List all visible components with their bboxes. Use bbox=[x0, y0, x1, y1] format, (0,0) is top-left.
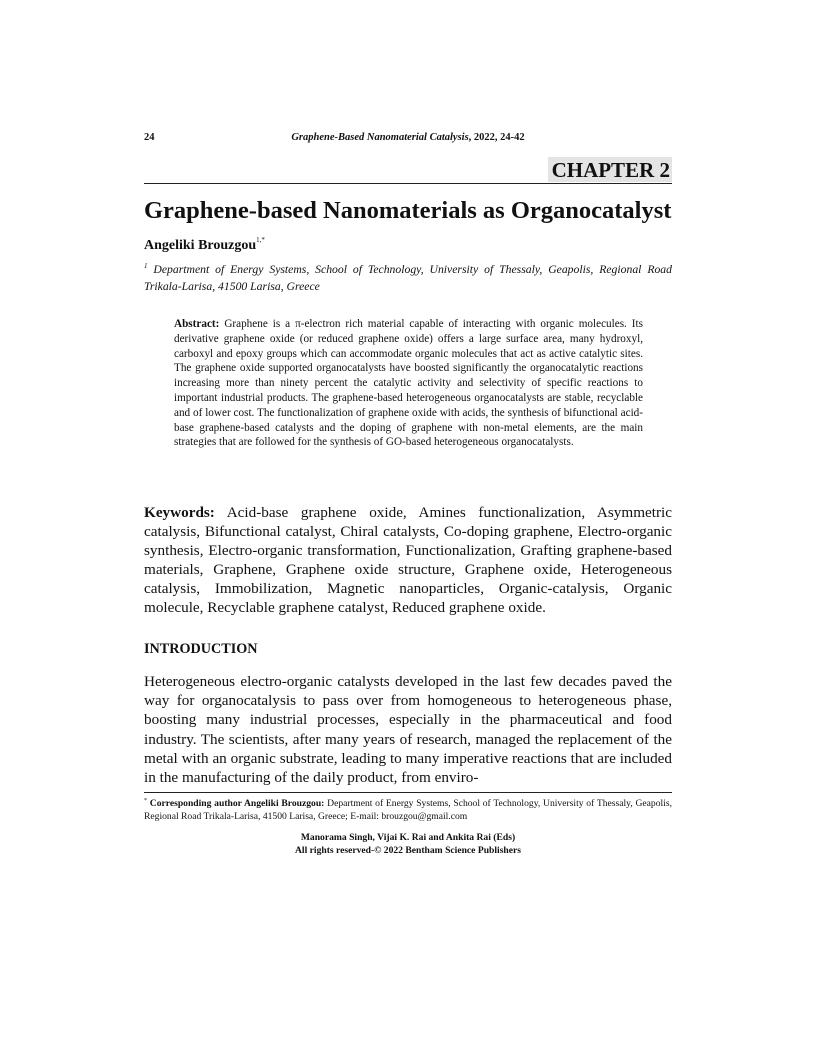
header-rule bbox=[144, 183, 672, 184]
footnote bbox=[144, 795, 672, 823]
affiliation-mark: 1 bbox=[144, 262, 148, 270]
author-marks: 1,* bbox=[256, 236, 265, 244]
keywords-label: Keywords: bbox=[144, 504, 215, 521]
footnote-mark: * bbox=[144, 798, 147, 804]
running-head bbox=[144, 132, 672, 148]
abstract-text: Graphene is a π-electron rich material capable of interacting with organic molecules. Its derivative graphene oxide (or reduced graphene oxide) offers a large surface area, many hydroxyl, carboxyl and epoxy groups which can accommodate organic molecules that act as active catalytic sites. The graphene oxide supported organocatalysts have boosted significantly the organocatalytic reactions increasing more than ninety percent the catalytic activity and selectivity of specific reactions to important industrial products. The graphene-based heterogeneous organocatalysts are stable, recyclable and of lower cost. The functionalization of graphene oxide with acids, the synthesis of bifunctional acid-base graphene-based catalysts and the doping of graphene with non-metal elements, are the main strategies that are followed for the synthesis of GO-based heterogeneous organocatalysts. bbox=[174, 318, 643, 449]
publisher-block bbox=[144, 831, 672, 857]
footnote-text: Department of Energy Systems, School of Technology, University of Thessaly, Geapolis, Regional Road Trikala-Larisa, 41500 Larisa, Greece; E-mail: brouzgou@gmail.com bbox=[144, 798, 672, 822]
author bbox=[144, 236, 265, 254]
journal-year-pages: , 2022, 24-42 bbox=[468, 132, 525, 143]
keywords bbox=[144, 503, 672, 617]
footnote-rule bbox=[144, 792, 672, 793]
page-number: 24 bbox=[144, 132, 155, 143]
author-name: Angeliki Brouzgou bbox=[144, 238, 257, 253]
journal-citation bbox=[144, 132, 672, 143]
editors-line: Manorama Singh, Vijai K. Rai and Ankita Rai (Eds) bbox=[300, 832, 516, 843]
introduction-paragraph: Heterogeneous electro-organic catalysts developed in the last few decades paved the way for organocatalysis to pass over from homogeneous to heterogeneous phase, boosting many industrial processes, especially in the pharmaceutical and food industry. The scientists, after many years of research, managed the replacement of the metal with an organic substrate, leading to many imperative reactions that are included in the manufacturing of the daily product, from enviro- bbox=[144, 673, 672, 787]
paper-title: Graphene-based Nanomaterials as Organocatalyst bbox=[144, 197, 672, 224]
keywords-text: Acid-base graphene oxide, Amines functionalization, Asymmetric catalysis, Bifunctional catalyst, Chiral catalysts, Co-doping graphene, Electro-organic synthesis, Electro-organic transformation, Functionalization, Grafting graphene-based materials, Graphene, Graphene oxide structure, Graphene oxide, Heterogeneous catalysis, Immobilization, Magnetic nanoparticles, Organic-catalysis, Organic molecule, Recyclable graphene catalyst, Reduced graphene oxide. bbox=[144, 504, 672, 616]
page bbox=[144, 0, 672, 1056]
affiliation bbox=[144, 258, 672, 295]
section-heading: INTRODUCTION bbox=[144, 641, 258, 657]
affiliation-text: Department of Energy Systems, School of Technology, University of Thessaly, Geapolis, Regional Road Trikala-Larisa, 41500 Larisa, Greece bbox=[144, 263, 672, 293]
rights-line: All rights reserved-© 2022 Bentham Science Publishers bbox=[294, 845, 522, 856]
footnote-label: Corresponding author Angeliki Brouzgou: bbox=[149, 798, 325, 809]
journal-title: Graphene-Based Nanomaterial Catalysis bbox=[291, 132, 469, 143]
abstract bbox=[174, 317, 643, 450]
chapter-label: CHAPTER 2 bbox=[548, 157, 672, 182]
abstract-label: Abstract: bbox=[174, 318, 220, 330]
